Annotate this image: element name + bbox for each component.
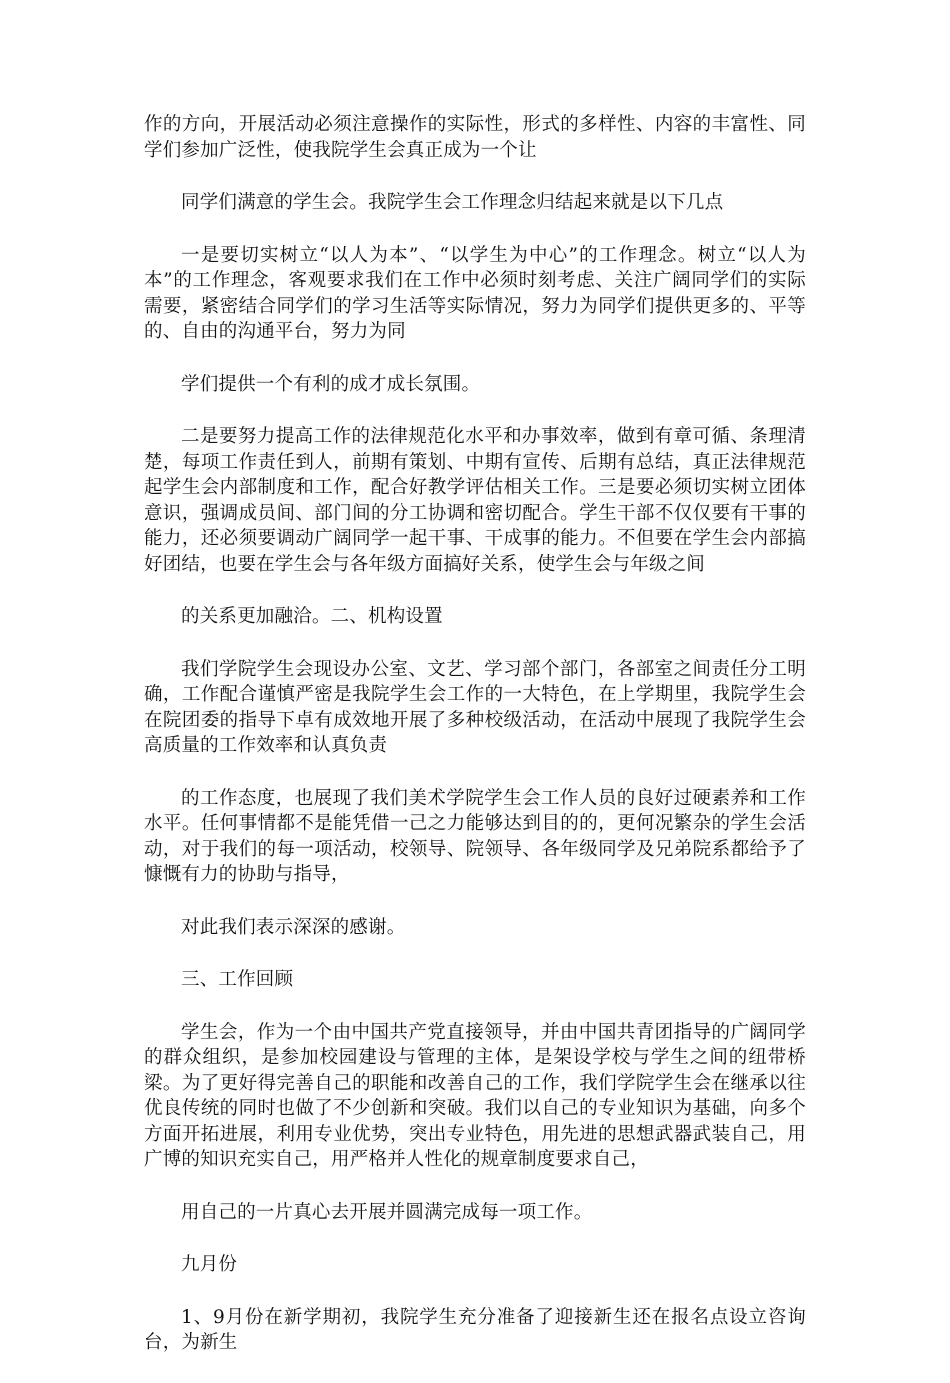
section-heading: 三、工作回顾 — [181, 969, 294, 990]
month-heading: 九月份 — [181, 1254, 238, 1275]
paragraph: 一是要切实树立“以人为本”、“以学生为中心”的工作理念。树立“以人为本”的工作理念，客观要求我们在工作中必须时刻考虑、关注广阔同学们的实际需要，紧密结合同学们的学习生活等实际情况，努力为同学们提供更多的、平等的、自由的沟通平台，努力为同 — [144, 244, 806, 342]
paragraph: 对此我们表示深深的感谢。 — [181, 916, 406, 938]
document-page — [144, 112, 806, 1383]
paragraph: 同学们满意的学生会。我院学生会工作理念归结起来就是以下几点 — [181, 192, 724, 213]
paragraph: 用自己的一片真心去开展并圆满完成每一项工作。 — [181, 1201, 593, 1223]
paragraph: 的关系更加融洽。二、机构设置 — [181, 606, 443, 627]
paragraph: 的工作态度，也展现了我们美术学院学生会工作人员的良好过硬素养和工作水平。任何事情都不是能凭借一己之力能够达到目的的，更何况繁杂的学生会活动，对于我们的每一项活动，校领导、院领导、各年级同学及兄弟院系都给予了慷慨有力的协助与指导， — [144, 787, 806, 885]
paragraph: 我们学院学生会现设办公室、文艺、学习部个部门，各部室之间责任分工明确，工作配合谨慎严密是我院学生会工作的一大特色，在上学期里，我院学生会在院团委的指导下卓有成效地开展了多种校级活动，在活动中展现了我院学生会高质量的工作效率和认真负责 — [144, 658, 806, 756]
paragraph: 1、9月份在新学期初，我院学生充分准备了迎接新生还在报名点设立咨询台，为新生 — [144, 1306, 806, 1353]
paragraph-continuation: 作的方向，开展活动必须注意操作的实际性，形式的多样性、内容的丰富性、同学们参加广泛性，使我院学生会真正成为一个让 — [144, 114, 806, 161]
paragraph: 学生会，作为一个由中国共产党直接领导，并由中国共青团指导的广阔同学的群众组织，是参加校园建设与管理的主体，是架设学校与学生之间的纽带桥梁。为了更好得完善自己的职能和改善自己的工作，我们学院学生会在继承以往优良传统的同时也做了不少创新和突破。我们以自己的专业知识为基础，向多个方面开拓进展，利用专业优势，突出专业特色，用先进的思想武器武装自己，用广博的知识充实自己，用严格并人性化的规章制度要求自己， — [144, 1021, 806, 1170]
paragraph: 二是要努力提高工作的法律规范化水平和办事效率，做到有章可循、条理清楚，每项工作责任到人，前期有策划、中期有宣传、后期有总结，真正法律规范起学生会内部制度和工作，配合好教学评估相关工作。三是要必须切实树立团体意识，强调成员间、部门间的分工协调和密切配合。学生干部不仅仅要有干事的能力，还必须要调动广阔同学一起干事、干成事的能力。不但要在学生会内部搞好团结，也要在学生会与各年级方面搞好关系，使学生会与年级之间 — [144, 426, 806, 575]
paragraph: 学们提供一个有利的成才成长氛围。 — [181, 373, 481, 395]
